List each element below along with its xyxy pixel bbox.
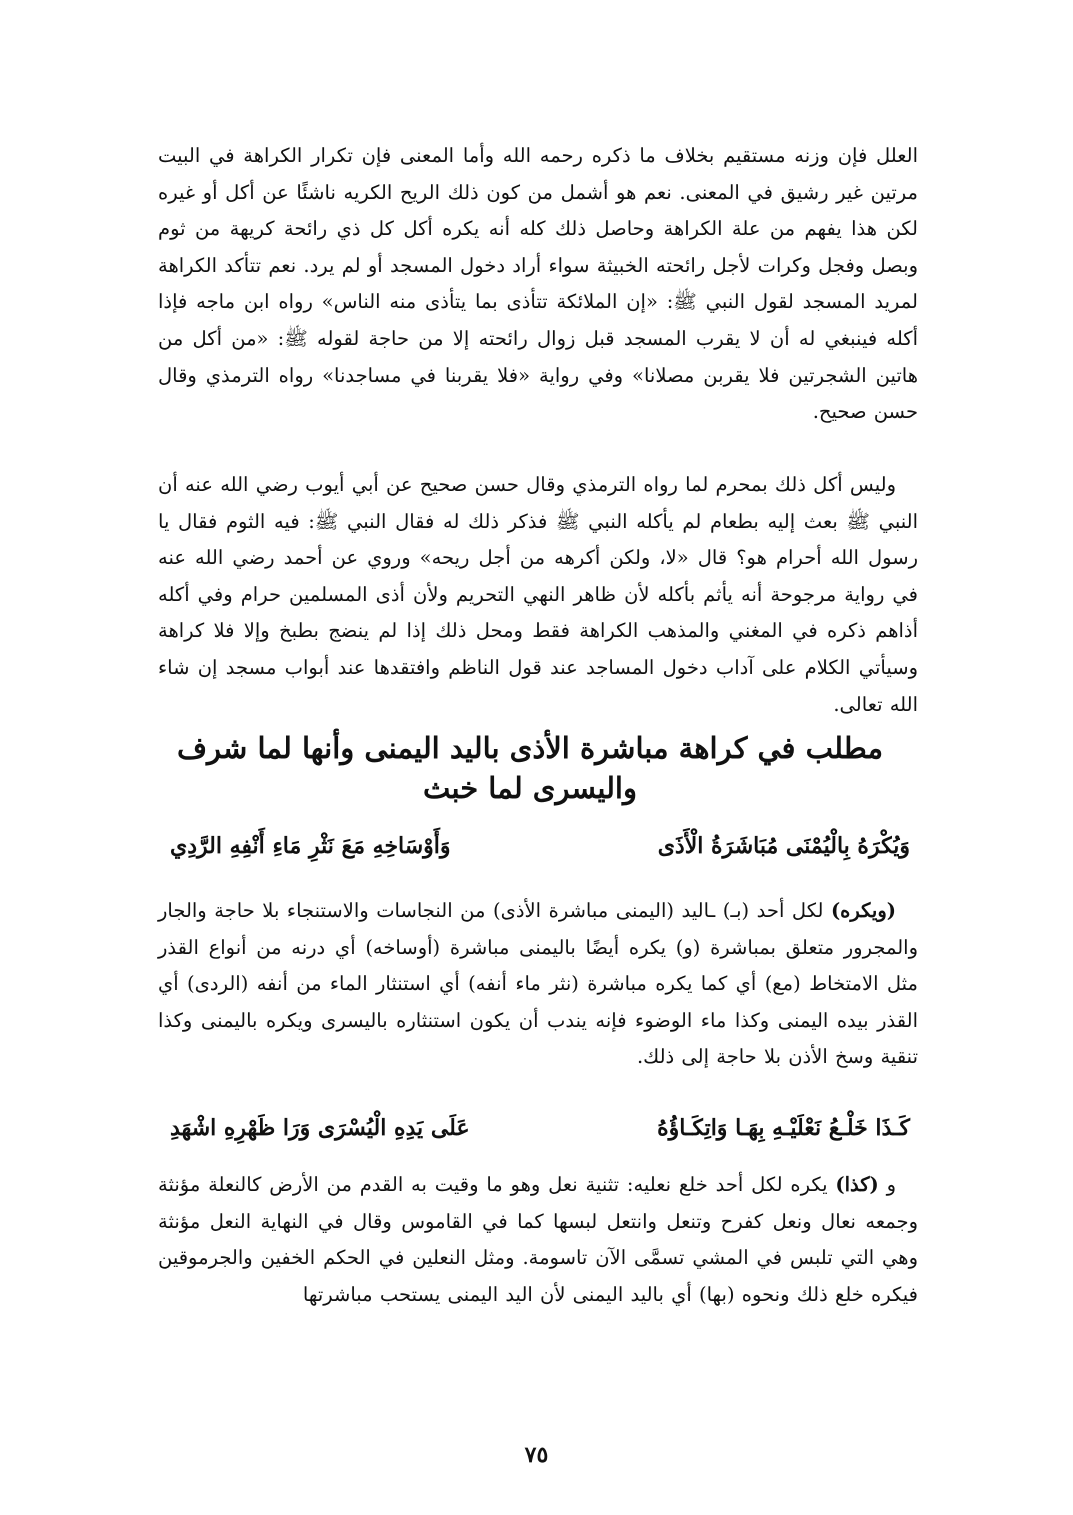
paragraph-not-forbidden [158, 467, 918, 723]
paragraph-lead: و [878, 1173, 896, 1196]
bold-term: (كذا) [835, 1173, 879, 1196]
paragraph-garlic-mosque [158, 138, 918, 431]
poem-verse-2 [170, 1108, 910, 1148]
verse-first-hemistich: كَـذَا خَلْـعُ نَعْلَيْـهِ بِهَـا وَاتِكَـاؤُهُ [657, 1115, 910, 1141]
paragraph-commentary-verse-2 [158, 1167, 918, 1313]
page-number: ٧٥ [524, 1442, 549, 1468]
verse-first-hemistich: وَيُكْرَهُ بِالْيُمْنَى مُبَاشَرَةُ الْأَذَى [657, 833, 910, 859]
paragraph-text: وليس أكل ذلك بمحرم لما رواه الترمذي وقال حسن صحيح عن أبي أيوب رضي الله عنه أن النبي ﷺ بعث إليه بطعام لم يأكله النبي ﷺ فذكر ذلك له فقال النبي ﷺ: فيه الثوم فقال يا رسول الله أحرام هو؟ قال «لا، ولكن أكرهه من أجل ريحه» وروي عن أحمد رضي الله عنه في رواية مرجوحة أنه يأثم بأكله لأن ظاهر النهي التحريم ولأن أذى المسلمين حرام وفي أكله أذاهم ذكره في المغني والمذهب الكراهة فقط ومحل ذلك إذا لم ينضج بطبخ وإلا فلا كراهة وسيأتي الكلام على آداب دخول المساجد عند قول الناظم وافتقدها عند أبواب مسجد إن شاء الله تعالى. [158, 473, 918, 716]
section-heading: مطلب في كراهة مباشرة الأذى باليد اليمنى وأنها لما شرف واليسرى لما خبث [176, 731, 883, 805]
bold-term: (ويكره) [830, 899, 896, 922]
paragraph-text: لكل أحد (بـ) ـاليد (اليمنى مباشرة الأذى) من النجاسات والاستنجاء بلا حاجة والجار والمجرور متعلق بمباشرة (و) يكره أيضًا باليمنى مباشرة (أوساخه) أي درنه من أنواع القذر مثل الامتخاط (مع) أي كما يكره مباشرة (نثر ماء أنفه) أي استنثار الماء من أنفه (الردى) أي القذر بيده اليمنى وكذا ماء الوضوء فإنه يندب أن يكون استنثاره باليسرى ويكره باليمنى وكذا تنقية وسخ الأذن بلا حاجة إلى ذلك. [158, 899, 918, 1069]
paragraph-text: يكره لكل أحد خلع نعليه: تثنية نعل وهو ما وقيت به القدم من الأرض كالنعلة مؤنثة وجمعه نعال ونعل كفرح وتنعل وانتعل لبسها كما في القاموس وقال في النهاية النعل مؤنثة وهي التي تلبس في المشي تسمَّى الآن تاسومة. ومثل النعلين في الحكم الخفين والجرموقين فيكره خلع ذلك ونحوه (بها) أي باليد اليمنى لأن اليد اليمنى يستحب مباشرتها [158, 1173, 918, 1306]
paragraph-commentary-verse-1 [158, 893, 918, 1076]
verse-second-hemistich: وَأَوْسَاخِهِ مَعَ نَثْرِ مَاءِ أَنْفِهِ الرَّدِي [170, 833, 451, 859]
verse-second-hemistich: عَلَى يَدِهِ الْيُسْرَى وَرَا ظَهْرِهِ اشْهَدِ [170, 1115, 470, 1141]
poem-verse-1 [170, 826, 910, 866]
paragraph-text: العلل فإن وزنه مستقيم بخلاف ما ذكره رحمه الله وأما المعنى فإن تكرار الكراهة في البيت مرتين غير رشيق في المعنى. نعم هو أشمل من كون ذلك الريح الكريه ناشئًا عن أكل أو غيره لكن هذا يفهم من علة الكراهة وحاصل ذلك كله أنه يكره أكل كل ذي رائحة كريهة من ثوم وبصل وفجل وكرات لأجل رائحته الخبيثة سواء أراد دخول المسجد أو لم يرد. نعم تتأكد الكراهة لمريد المسجد لقول النبي ﷺ: «إن الملائكة تتأذى بما يتأذى منه الناس» رواه ابن ماجه فإذا أكله فينبغي له أن لا يقرب المسجد قبل زوال رائحته إلا من حاجة لقوله ﷺ: «من أكل من هاتين الشجرتين فلا يقربن مصلانا» وفي رواية «فلا يقربنا في مساجدنا» رواه الترمذي وقال حسن صحيح. [158, 144, 918, 424]
